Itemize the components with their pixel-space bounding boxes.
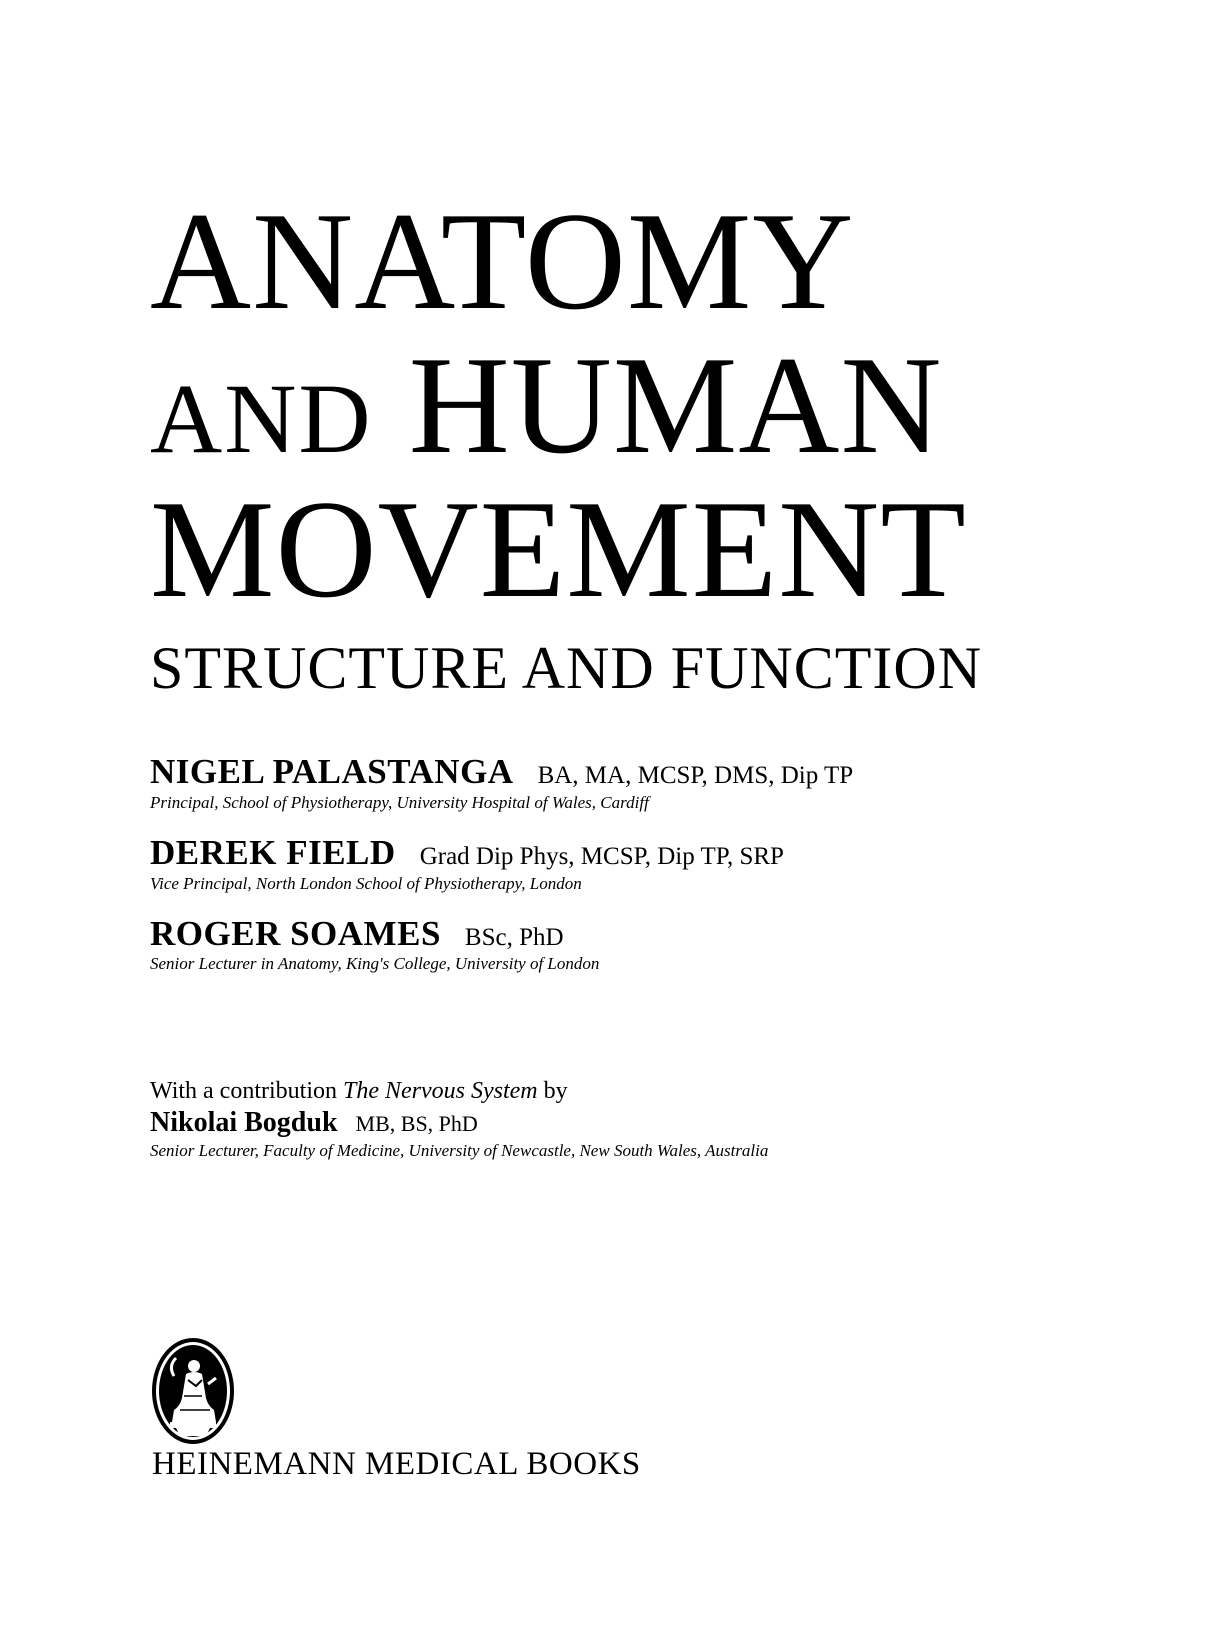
title-line-3: MOVEMENT xyxy=(150,472,967,627)
contributor-heading xyxy=(150,1107,1150,1139)
author-qualifications: BSc, PhD xyxy=(464,923,564,951)
contribution-intro xyxy=(150,1078,1150,1105)
contributor-name: Nikolai Bogduk xyxy=(150,1107,338,1138)
title-line-2 xyxy=(150,328,1150,483)
author-qualifications: BA, MA, MCSP, DMS, Dip TP xyxy=(537,762,854,789)
author-entry xyxy=(150,913,1150,975)
contributor-qualifications: MB, BS, PhD xyxy=(355,1111,478,1136)
title-line-2-large: HUMAN xyxy=(408,328,943,483)
contribution-intro-suffix: by xyxy=(543,1078,568,1104)
publisher-name: HEINEMANN MEDICAL BOOKS xyxy=(152,1446,641,1482)
author-name: ROGER SOAMES xyxy=(150,913,441,953)
contribution-intro-prefix: With a contribution xyxy=(150,1078,337,1104)
author-heading xyxy=(150,754,1150,791)
seated-figure-medallion-icon xyxy=(150,1336,236,1446)
author-heading xyxy=(150,832,1150,872)
contributor-role: Senior Lecturer, Faculty of Medicine, University of Newcastle, New South Wales, Australia xyxy=(150,1141,769,1160)
book-title xyxy=(150,184,1150,703)
author-name: NIGEL PALASTANGA xyxy=(150,752,514,791)
author-qualifications: Grad Dip Phys, MCSP, Dip TP, SRP xyxy=(419,842,784,870)
author-entry xyxy=(150,754,1150,813)
title-line-1: ANATOMY xyxy=(150,184,855,339)
author-heading xyxy=(150,913,1150,953)
author-role: Vice Principal, North London School of Physiotherapy, London xyxy=(150,873,582,893)
contribution-credit xyxy=(150,1078,1150,1161)
author-list xyxy=(150,754,1150,996)
author-entry xyxy=(150,832,1150,894)
title-line-2-small: AND xyxy=(150,363,373,474)
author-name: DEREK FIELD xyxy=(150,832,396,872)
author-role: Senior Lecturer in Anatomy, King's College, University of London xyxy=(150,954,600,974)
book-subtitle: STRUCTURE AND FUNCTION xyxy=(150,635,983,701)
contribution-title: The Nervous System xyxy=(343,1078,538,1104)
author-role: Principal, School of Physiotherapy, University Hospital of Wales, Cardiff xyxy=(150,792,649,812)
